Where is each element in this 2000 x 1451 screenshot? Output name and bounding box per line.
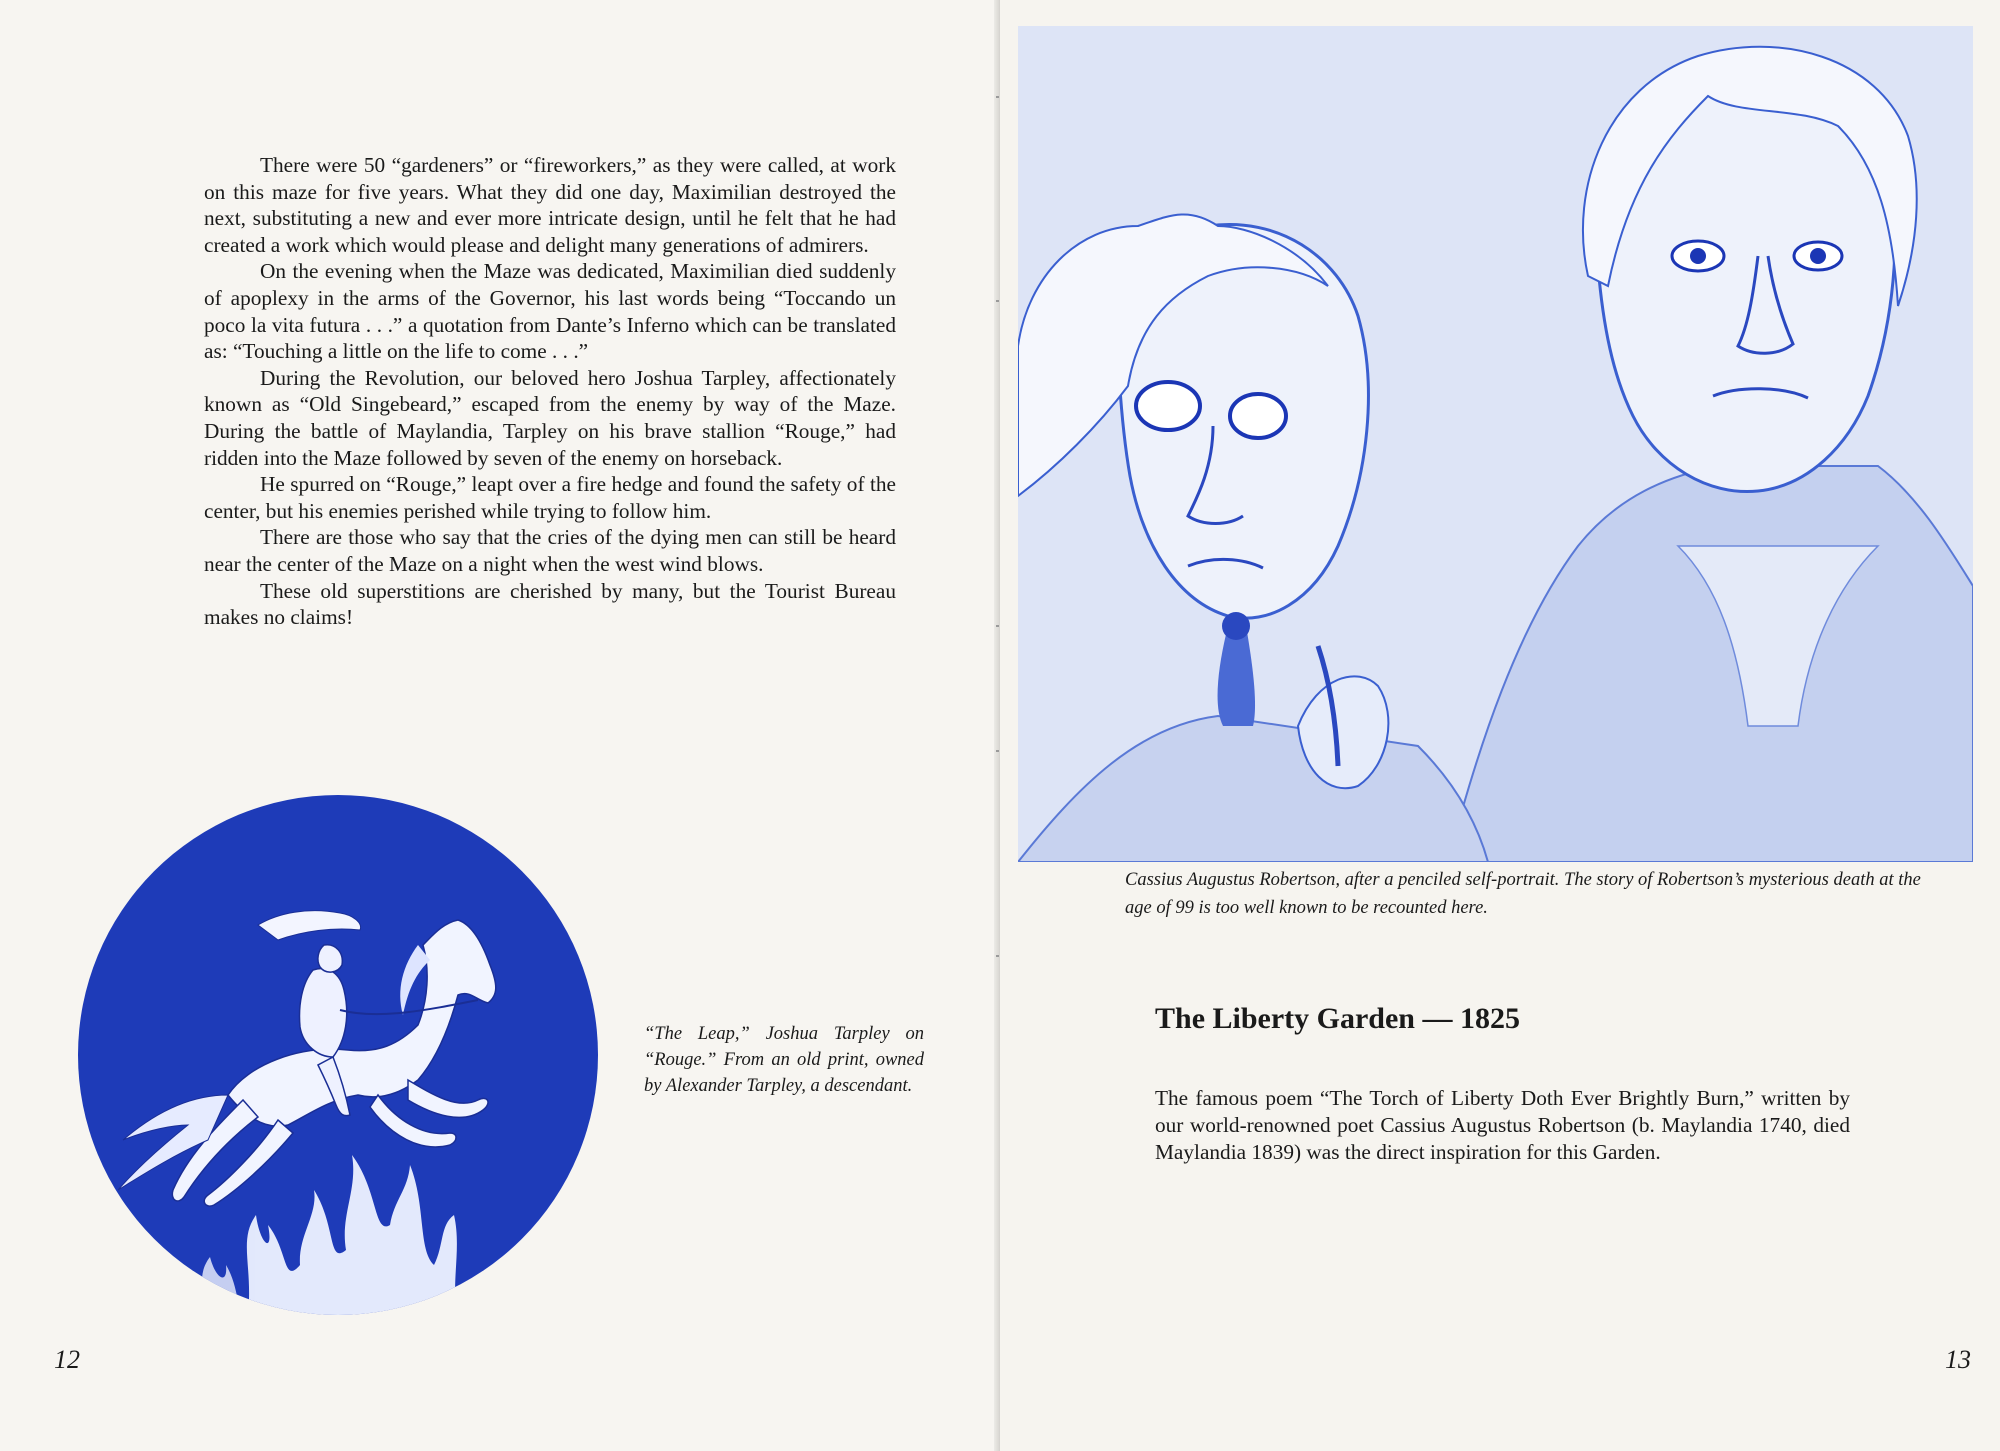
robertson-caption: Cassius Augustus Robertson, after a penciled self-portrait. The story of Robertson’s mysterious death at the age of 99 is too well known to be recounted here. [1125,870,1921,918]
page-number-right: 13 [1945,1345,1971,1374]
liberty-garden-paragraph: The famous poem “The Torch of Liberty Doth Ever Brightly Burn,” written by our world-renowned poet Cassius Augustus Robertson (b. Maylandia 1740, died Maylandia 1839) was the direct inspiration for this Garden. [1155,1086,1850,1164]
the-leap-illustration [78,795,598,1315]
horse-rider-drawing [78,795,598,1315]
leap-caption: “The Leap,” Joshua Tarpley on “Rouge.” From an old print, owned by Alexander Tarpley, a descendant. [644,1024,924,1096]
paragraph-cries: There are those who say that the cries of the dying men can still be heard near the center of the Maze on a night when the west wind blows. [204,525,896,576]
gutter-mark [996,955,999,957]
paragraph-dedication: On the evening when the Maze was dedicated, Maximilian died suddenly of apoplexy in the arms of the Governor, his last words being “Toccando un poco la vita futura . . .” a quotation from Dante’s Inferno which can be translated as: “Touching a little on the life to come . . .” [204,259,896,364]
paragraph-leap: He spurred on “Rouge,” leapt over a fire hedge and found the safety of the center, but his enemies perished while trying to follow him. [204,472,896,523]
gutter-mark [996,750,999,752]
robertson-portrait [1018,26,1973,862]
eye-right-left-figure [1230,394,1286,438]
plumed-hat [258,911,361,940]
maze-story-text [204,152,896,631]
pencil-portrait-drawing [1018,26,1973,862]
paragraph-gardeners: There were 50 “gardeners” or “fireworkers,” as they were called, at work on this maze for five years. What they did one day, Maximilian destroyed the next, substituting a new and ever more intricate design, until he felt that he had created a work which would please and delight many generations of admirers. [204,153,896,257]
liberty-garden-heading: The Liberty Garden — 1825 [1155,1002,1520,1035]
reins [340,1000,478,1014]
eye-left-left-figure [1136,382,1200,430]
liberty-garden-text [1155,1085,1850,1166]
gutter-mark [996,96,999,98]
gutter-mark [996,625,999,627]
page-number-left: 12 [54,1345,80,1374]
paragraph-revolution: During the Revolution, our beloved hero Joshua Tarpley, affectionately known as “Old Singebeard,” escaped from the enemy by way of the Maze. During the battle of Maylandia, Tarpley on his brave stallion “Rouge,” had ridden into the Maze followed by seven of the enemy on horseback. [204,365,896,470]
gutter-mark [996,300,999,302]
paragraph-superstitions: These old superstitions are cherished by many, but the Tourist Bureau makes no claims! [204,578,896,630]
